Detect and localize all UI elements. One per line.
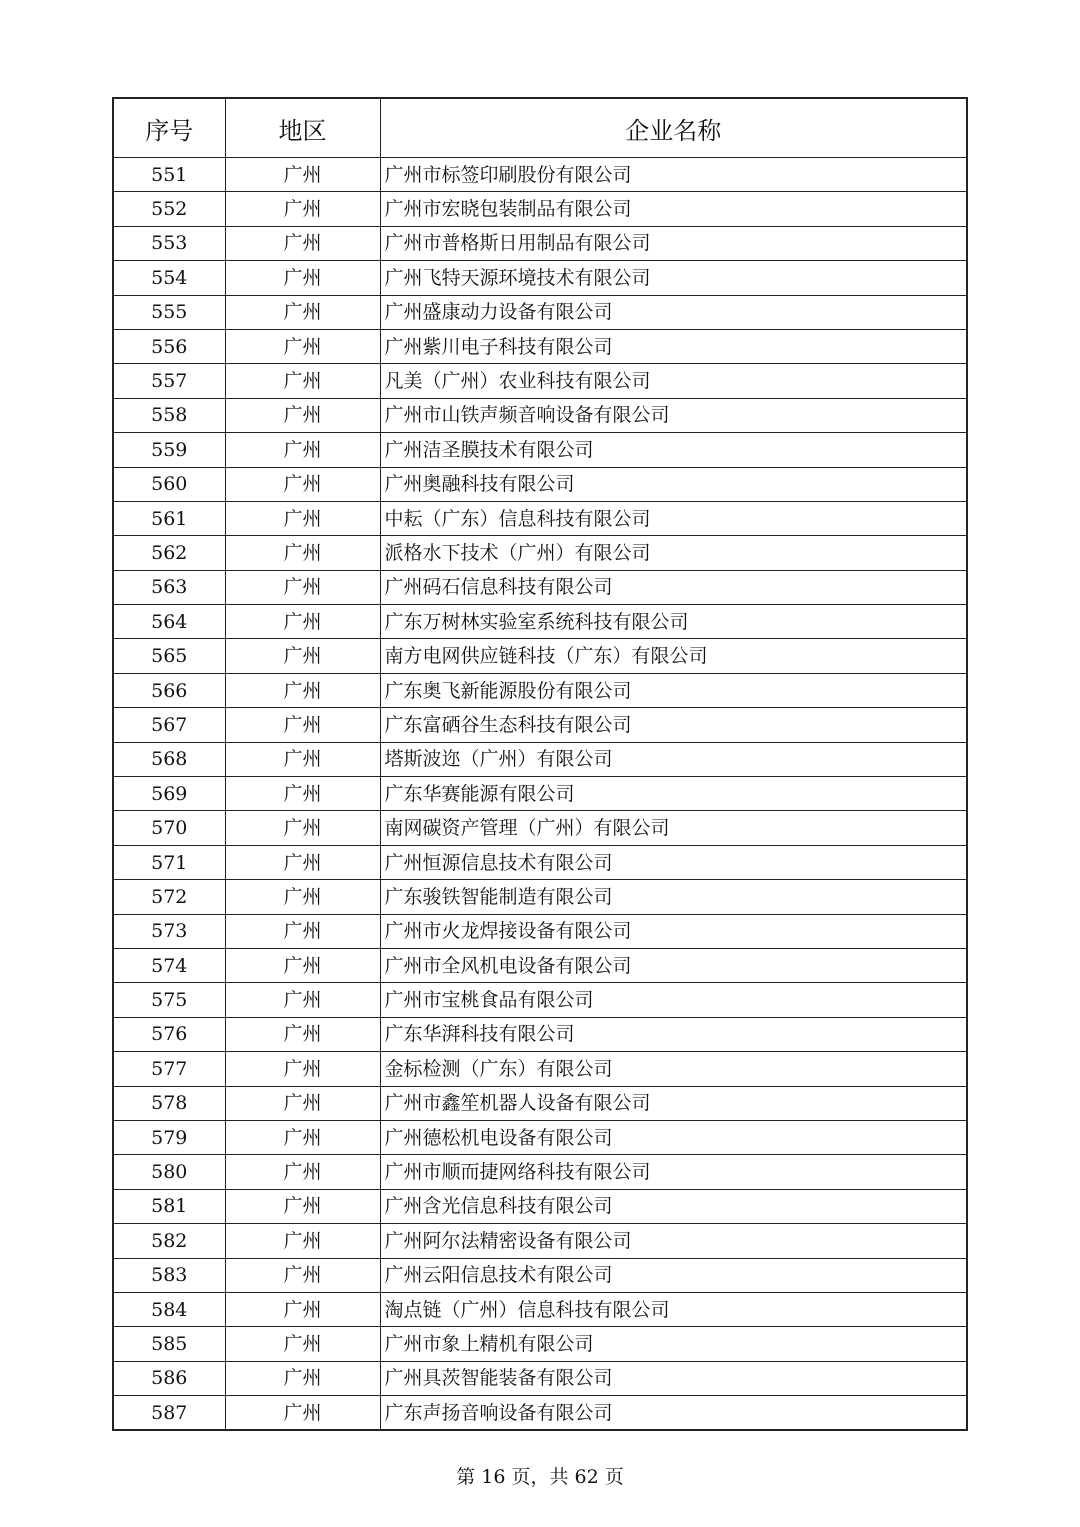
- table-row: [113, 983, 967, 1017]
- cell-company-name: 广州阿尔法精密设备有限公司: [380, 1224, 967, 1258]
- cell-company-name: 广州飞特天源环境技术有限公司: [380, 261, 967, 295]
- table-row: [113, 1086, 967, 1120]
- table-row: [113, 811, 967, 845]
- cell-serial-number: 569: [113, 777, 225, 811]
- cell-region: 广州: [225, 1189, 380, 1223]
- table-row: [113, 639, 967, 673]
- table-row: [113, 1292, 967, 1326]
- table-row: [113, 1120, 967, 1154]
- cell-company-name: 广州紫川电子科技有限公司: [380, 329, 967, 363]
- cell-serial-number: 575: [113, 983, 225, 1017]
- table-row: [113, 192, 967, 226]
- cell-region: 广州: [225, 880, 380, 914]
- cell-region: 广州: [225, 708, 380, 742]
- cell-serial-number: 557: [113, 364, 225, 398]
- table-header-row: [113, 98, 967, 158]
- cell-company-name: 广东富硒谷生态科技有限公司: [380, 708, 967, 742]
- cell-serial-number: 577: [113, 1052, 225, 1086]
- cell-region: 广州: [225, 433, 380, 467]
- cell-company-name: 广州奥融科技有限公司: [380, 467, 967, 501]
- cell-region: 广州: [225, 467, 380, 501]
- cell-company-name: 派格水下技术（广州）有限公司: [380, 536, 967, 570]
- cell-region: 广州: [225, 639, 380, 673]
- table-row: [113, 295, 967, 329]
- page-number-footer: 第 16 页，共 62 页: [456, 1466, 624, 1488]
- cell-serial-number: 585: [113, 1327, 225, 1361]
- cell-serial-number: 556: [113, 329, 225, 363]
- cell-company-name: 中耘（广东）信息科技有限公司: [380, 501, 967, 535]
- table-row: [113, 226, 967, 260]
- table-row: [113, 158, 967, 192]
- cell-serial-number: 570: [113, 811, 225, 845]
- cell-company-name: 广东万树林实验室系统科技有限公司: [380, 605, 967, 639]
- cell-region: 广州: [225, 777, 380, 811]
- table-row: [113, 708, 967, 742]
- table-row: [113, 948, 967, 982]
- cell-region: 广州: [225, 1258, 380, 1292]
- cell-serial-number: 572: [113, 880, 225, 914]
- table-row: [113, 570, 967, 604]
- cell-company-name: 广州市山铁声频音响设备有限公司: [380, 398, 967, 432]
- cell-company-name: 广州德松机电设备有限公司: [380, 1120, 967, 1154]
- cell-region: 广州: [225, 226, 380, 260]
- cell-serial-number: 579: [113, 1120, 225, 1154]
- cell-serial-number: 566: [113, 673, 225, 707]
- cell-serial-number: 571: [113, 845, 225, 879]
- table-row: [113, 880, 967, 914]
- cell-region: 广州: [225, 742, 380, 776]
- table-row: [113, 742, 967, 776]
- cell-serial-number: 565: [113, 639, 225, 673]
- cell-serial-number: 581: [113, 1189, 225, 1223]
- cell-company-name: 广东声扬音响设备有限公司: [380, 1396, 967, 1431]
- cell-region: 广州: [225, 1017, 380, 1051]
- cell-company-name: 广州市鑫笙机器人设备有限公司: [380, 1086, 967, 1120]
- cell-serial-number: 580: [113, 1155, 225, 1189]
- cell-region: 广州: [225, 501, 380, 535]
- table-row: [113, 1327, 967, 1361]
- cell-region: 广州: [225, 914, 380, 948]
- cell-region: 广州: [225, 811, 380, 845]
- cell-company-name: 广州市普格斯日用制品有限公司: [380, 226, 967, 260]
- cell-serial-number: 562: [113, 536, 225, 570]
- table-row: [113, 845, 967, 879]
- cell-region: 广州: [225, 983, 380, 1017]
- table-row: [113, 1017, 967, 1051]
- table-row: [113, 536, 967, 570]
- cell-region: 广州: [225, 673, 380, 707]
- cell-serial-number: 559: [113, 433, 225, 467]
- cell-company-name: 广州盛康动力设备有限公司: [380, 295, 967, 329]
- table-row: [113, 605, 967, 639]
- table-row: [113, 1052, 967, 1086]
- cell-company-name: 广州市标签印刷股份有限公司: [380, 158, 967, 192]
- cell-company-name: 广东奥飞新能源股份有限公司: [380, 673, 967, 707]
- table-row: [113, 777, 967, 811]
- cell-region: 广州: [225, 158, 380, 192]
- cell-serial-number: 578: [113, 1086, 225, 1120]
- table-row: [113, 1361, 967, 1395]
- cell-region: 广州: [225, 1396, 380, 1431]
- table-row: [113, 364, 967, 398]
- cell-serial-number: 558: [113, 398, 225, 432]
- table-row: [113, 673, 967, 707]
- cell-serial-number: 553: [113, 226, 225, 260]
- cell-region: 广州: [225, 570, 380, 604]
- cell-serial-number: 576: [113, 1017, 225, 1051]
- header-region: 地区: [225, 98, 380, 158]
- cell-region: 广州: [225, 295, 380, 329]
- cell-company-name: 广州市宝桃食品有限公司: [380, 983, 967, 1017]
- cell-region: 广州: [225, 1086, 380, 1120]
- cell-serial-number: 567: [113, 708, 225, 742]
- cell-serial-number: 587: [113, 1396, 225, 1431]
- cell-region: 广州: [225, 845, 380, 879]
- table-body: [113, 158, 967, 1431]
- cell-region: 广州: [225, 1120, 380, 1154]
- cell-company-name: 广州市全风机电设备有限公司: [380, 948, 967, 982]
- cell-serial-number: 568: [113, 742, 225, 776]
- cell-region: 广州: [225, 261, 380, 295]
- cell-company-name: 南网碳资产管理（广州）有限公司: [380, 811, 967, 845]
- cell-serial-number: 574: [113, 948, 225, 982]
- cell-serial-number: 561: [113, 501, 225, 535]
- cell-region: 广州: [225, 605, 380, 639]
- cell-company-name: 塔斯波迩（广州）有限公司: [380, 742, 967, 776]
- cell-serial-number: 582: [113, 1224, 225, 1258]
- company-list-table: [112, 97, 968, 1431]
- cell-company-name: 广东华湃科技有限公司: [380, 1017, 967, 1051]
- cell-region: 广州: [225, 1052, 380, 1086]
- table-row: [113, 1189, 967, 1223]
- cell-company-name: 金标检测（广东）有限公司: [380, 1052, 967, 1086]
- table-row: [113, 1258, 967, 1292]
- cell-company-name: 广州云阳信息技术有限公司: [380, 1258, 967, 1292]
- cell-region: 广州: [225, 192, 380, 226]
- cell-region: 广州: [225, 1155, 380, 1189]
- cell-company-name: 南方电网供应链科技（广东）有限公司: [380, 639, 967, 673]
- cell-company-name: 淘点链（广州）信息科技有限公司: [380, 1292, 967, 1326]
- cell-company-name: 广州市宏晓包装制品有限公司: [380, 192, 967, 226]
- table-row: [113, 329, 967, 363]
- cell-serial-number: 563: [113, 570, 225, 604]
- table-row: [113, 261, 967, 295]
- table-row: [113, 501, 967, 535]
- cell-company-name: 广州含光信息科技有限公司: [380, 1189, 967, 1223]
- table-row: [113, 1224, 967, 1258]
- cell-serial-number: 552: [113, 192, 225, 226]
- cell-serial-number: 584: [113, 1292, 225, 1326]
- cell-serial-number: 564: [113, 605, 225, 639]
- cell-region: 广州: [225, 1292, 380, 1326]
- cell-region: 广州: [225, 1361, 380, 1395]
- cell-company-name: 广东骏铁智能制造有限公司: [380, 880, 967, 914]
- table-row: [113, 433, 967, 467]
- table-row: [113, 914, 967, 948]
- cell-region: 广州: [225, 948, 380, 982]
- cell-region: 广州: [225, 364, 380, 398]
- cell-serial-number: 586: [113, 1361, 225, 1395]
- cell-company-name: 广州市顺而捷网络科技有限公司: [380, 1155, 967, 1189]
- table-row: [113, 398, 967, 432]
- cell-serial-number: 554: [113, 261, 225, 295]
- cell-company-name: 凡美（广州）农业科技有限公司: [380, 364, 967, 398]
- table-row: [113, 1155, 967, 1189]
- cell-company-name: 广东华赛能源有限公司: [380, 777, 967, 811]
- cell-company-name: 广州码石信息科技有限公司: [380, 570, 967, 604]
- cell-region: 广州: [225, 398, 380, 432]
- cell-serial-number: 583: [113, 1258, 225, 1292]
- cell-serial-number: 573: [113, 914, 225, 948]
- cell-serial-number: 551: [113, 158, 225, 192]
- cell-company-name: 广州市象上精机有限公司: [380, 1327, 967, 1361]
- cell-region: 广州: [225, 1224, 380, 1258]
- header-company-name: 企业名称: [380, 98, 967, 158]
- cell-company-name: 广州洁圣膜技术有限公司: [380, 433, 967, 467]
- cell-company-name: 广州市火龙焊接设备有限公司: [380, 914, 967, 948]
- table-row: [113, 467, 967, 501]
- cell-region: 广州: [225, 1327, 380, 1361]
- cell-region: 广州: [225, 329, 380, 363]
- cell-company-name: 广州恒源信息技术有限公司: [380, 845, 967, 879]
- cell-region: 广州: [225, 536, 380, 570]
- cell-serial-number: 555: [113, 295, 225, 329]
- cell-company-name: 广州具茨智能装备有限公司: [380, 1361, 967, 1395]
- table-row: [113, 1396, 967, 1431]
- cell-serial-number: 560: [113, 467, 225, 501]
- header-serial-number: 序号: [113, 98, 225, 158]
